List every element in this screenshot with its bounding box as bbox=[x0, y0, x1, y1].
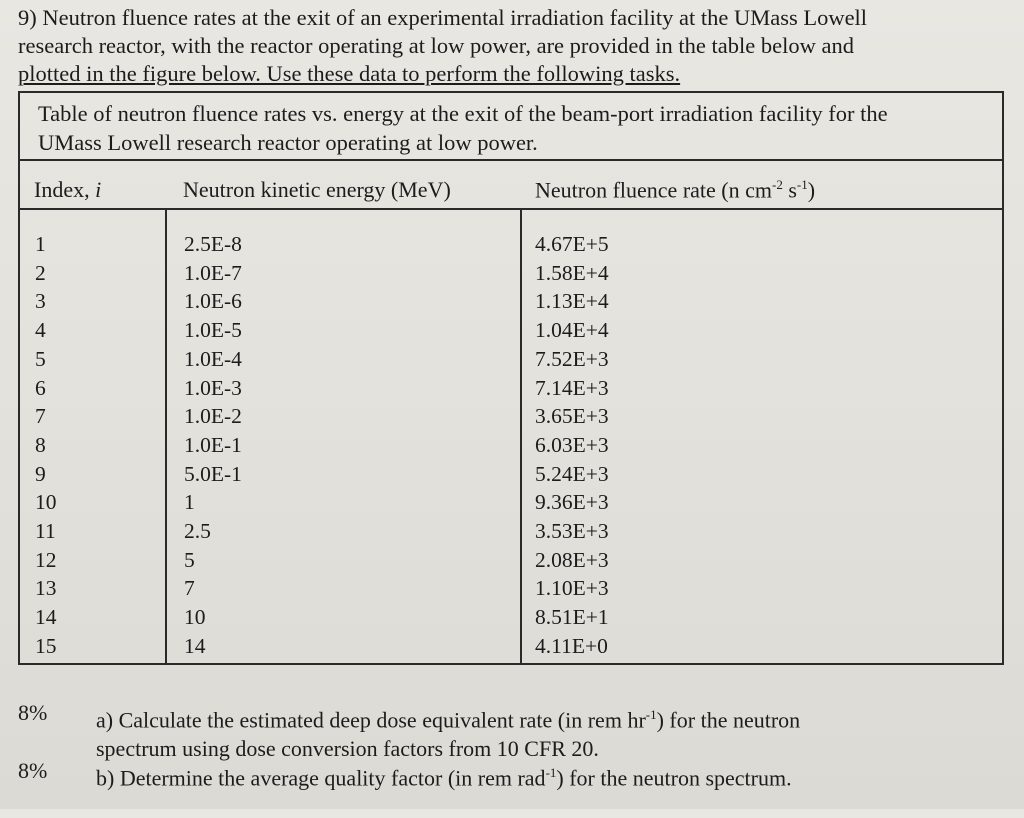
table-cell: 12 bbox=[35, 547, 57, 572]
table-cell: 1.13E+4 bbox=[535, 289, 609, 314]
table-cell: 1.0E-1 bbox=[184, 432, 242, 457]
table-cell: 4.11E+0 bbox=[535, 633, 608, 658]
table-cell: 3 bbox=[35, 289, 46, 314]
table-caption bbox=[38, 99, 888, 157]
table-cell: 5.0E-1 bbox=[184, 461, 242, 486]
column-divider-2 bbox=[520, 210, 522, 663]
column-divider-1 bbox=[165, 210, 167, 663]
table-cell: 9 bbox=[35, 461, 46, 486]
table-cell: 7 bbox=[35, 404, 46, 429]
table-cell: 4 bbox=[35, 318, 46, 343]
table-cell: 1.58E+4 bbox=[535, 260, 609, 285]
caption-divider bbox=[20, 159, 1002, 161]
caption-line-1: Table of neutron fluence rates vs. energy at the exit of the beam-port irradiation facility for the bbox=[38, 101, 888, 126]
table-cell: 1 bbox=[35, 232, 46, 256]
intro-line-1: 9) Neutron fluence rates at the exit of an experimental irradiation facility at the UMass Lowell bbox=[18, 5, 868, 30]
table-cell: 10 bbox=[35, 490, 57, 515]
header-index: Index, i bbox=[34, 177, 102, 202]
table-cell: 1.04E+4 bbox=[535, 318, 609, 343]
table-cell: 4.67E+5 bbox=[535, 232, 609, 256]
table-cell: 13 bbox=[35, 576, 57, 601]
task-a-line-2: spectrum using dose conversion factors from 10 CFR 20. bbox=[96, 736, 599, 762]
task-list bbox=[18, 700, 1018, 818]
energy-column bbox=[184, 230, 242, 661]
caption-line-2: UMass Lowell research reactor operating at low power. bbox=[38, 130, 538, 155]
task-a-weight: 8% bbox=[18, 700, 48, 725]
table-cell: 14 bbox=[184, 633, 206, 658]
table-cell: 9.36E+3 bbox=[535, 490, 609, 515]
table-cell: 10 bbox=[184, 605, 206, 630]
intro-line-2: research reactor, with the reactor operating at low power, are provided in the table below and bbox=[18, 33, 854, 58]
intro-line-3: plotted in the figure below. Use these data to perform the following tasks. bbox=[18, 61, 681, 86]
table-cell: 8 bbox=[35, 432, 46, 457]
table-cell: 14 bbox=[35, 605, 57, 630]
table-cell: 6 bbox=[35, 375, 46, 400]
index-column bbox=[35, 230, 57, 661]
rate-column bbox=[535, 230, 609, 661]
table-cell: 7.14E+3 bbox=[535, 375, 609, 400]
table-cell: 1.0E-7 bbox=[184, 260, 242, 285]
table-cell: 7.52E+3 bbox=[535, 346, 609, 371]
table-cell: 5 bbox=[35, 346, 46, 371]
problem-statement bbox=[18, 4, 1008, 88]
table-cell: 6.03E+3 bbox=[535, 432, 609, 457]
table-cell: 2 bbox=[35, 260, 46, 285]
table-cell: 1 bbox=[184, 490, 195, 515]
table-cell: 15 bbox=[35, 633, 57, 658]
header-energy: Neutron kinetic energy (MeV) bbox=[183, 177, 451, 202]
table-cell: 8.51E+1 bbox=[535, 605, 609, 630]
table-cell: 5.24E+3 bbox=[535, 461, 609, 486]
task-a-line-1: a) Calculate the estimated deep dose equivalent rate (in rem $hr^{-1}$) for the neutron bbox=[96, 707, 801, 733]
table-cell: 1.0E-4 bbox=[184, 346, 242, 371]
table-cell: 3.53E+3 bbox=[535, 519, 609, 544]
table-cell: 1.10E+3 bbox=[535, 576, 609, 601]
table-cell: 3.65E+3 bbox=[535, 404, 609, 429]
table-cell: 2.08E+3 bbox=[535, 547, 609, 572]
fluence-table bbox=[18, 91, 1004, 665]
table-cell: 1.0E-3 bbox=[184, 375, 242, 400]
table-cell: 11 bbox=[35, 519, 56, 544]
table-cell: 2.5 bbox=[184, 519, 211, 544]
task-b-weight: 8% bbox=[18, 758, 48, 783]
task-a bbox=[18, 700, 1018, 760]
table-cell: 1.0E-5 bbox=[184, 318, 242, 343]
task-b bbox=[18, 758, 1018, 818]
table-cell: 1.0E-2 bbox=[184, 404, 242, 429]
header-rate: Neutron fluence rate (n $cm^{-2}$ $s^{-1}$) bbox=[535, 177, 816, 203]
table-cell: 7 bbox=[184, 576, 195, 601]
table-cell: 5 bbox=[184, 547, 195, 572]
table-cell: 1.0E-6 bbox=[184, 289, 242, 314]
header-divider bbox=[20, 208, 1002, 210]
table-cell: 2.5E-8 bbox=[184, 232, 242, 256]
task-b-line-1: b) Determine the average quality factor (in rem rad$^{-1}$) for the neutron spectrum. bbox=[96, 765, 792, 791]
